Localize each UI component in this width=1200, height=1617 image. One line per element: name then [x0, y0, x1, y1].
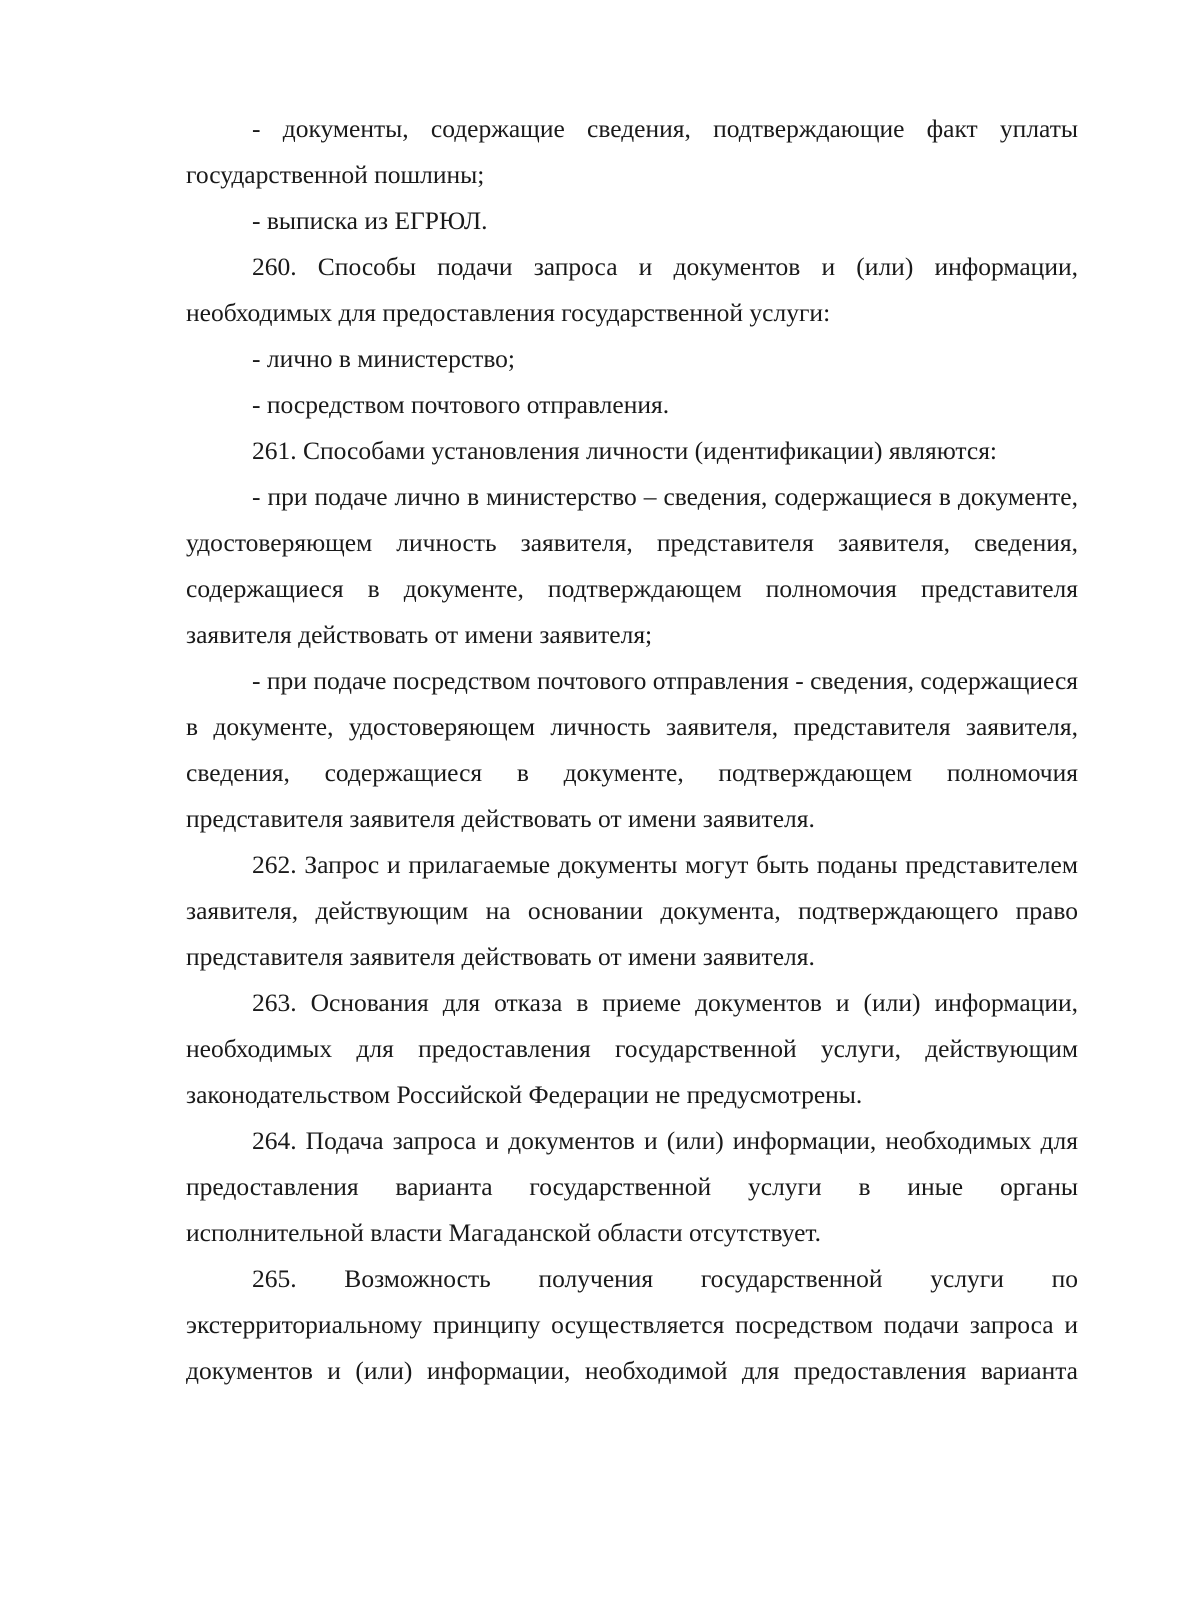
document-body	[186, 106, 1078, 1394]
paragraph-payment-documents: - документы, содержащие сведения, подтверждающие факт уплаты государственной пошлины;	[186, 114, 1078, 189]
paragraph-262: 262. Запрос и прилагаемые документы могут быть поданы представителем заявителя, действующим на основании документа, подтверждающего право представителя заявителя действовать от имени заявителя.	[186, 850, 1078, 971]
paragraph-263: 263. Основания для отказа в приеме документов и (или) информации, необходимых для предоставления государственной услуги, действующим законодательством Российской Федерации не предусмотрены.	[186, 988, 1078, 1109]
paragraph-by-mail: - посредством почтового отправления.	[252, 390, 670, 419]
paragraph-261: 261. Способами установления личности (идентификации) являются:	[252, 436, 998, 465]
paragraph-in-person-identification: - при подаче лично в министерство – сведения, содержащиеся в документе, удостоверяющем личность заявителя, представителя заявителя, сведения, содержащиеся в документе, подтверждающем полномочия представителя заявителя действовать от имени заявителя;	[186, 482, 1078, 649]
paragraph-mail-identification: - при подаче посредством почтового отправления - сведения, содержащиеся в документе, удостоверяющем личность заявителя, представителя заявителя, сведения, содержащиеся в документе, подтверждающем полномочия представителя заявителя действовать от имени заявителя.	[186, 666, 1078, 833]
paragraph-260: 260. Способы подачи запроса и документов и (или) информации, необходимых для предоставления государственной услуги:	[186, 252, 1078, 327]
paragraph-264: 264. Подача запроса и документов и (или) информации, необходимых для предоставления варианта государственной услуги в иные органы исполнительной власти Магаданской области отсутствует.	[186, 1126, 1078, 1247]
paragraph-in-person: - лично в министерство;	[252, 344, 516, 373]
paragraph-265: 265. Возможность получения государственной услуги по экстерриториальному принципу осуществляется посредством подачи запроса и документов и (или) информации, необходимой для предоставления варианта	[186, 1264, 1078, 1385]
paragraph-egrul-extract: - выписка из ЕГРЮЛ.	[252, 206, 488, 235]
